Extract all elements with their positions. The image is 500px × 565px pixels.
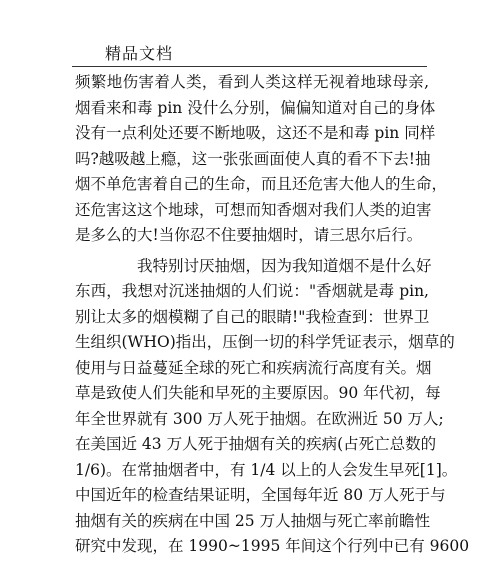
text-line: 吗?越吸越上瘾，这一张张画面使人真的看不下去!抽 — [75, 149, 431, 168]
page-header-title: 精品文档 — [105, 44, 174, 63]
text-line: 我特别讨厌抽烟，因为我知道烟不是什么好 — [137, 256, 432, 275]
text-line: 烟看来和毒 pin 没什么分别，偏偏知道对自己的身体 — [75, 98, 436, 117]
text-line: 中国近年的检查结果证明，全国每年近 80 万人死于与 — [75, 486, 446, 504]
text-line: 草是致使人们失能和早死的主要原因。90 年代初，每 — [75, 384, 441, 402]
text-line: 别让太多的烟模糊了自己的眼睛!"我检查到：世界卫 — [75, 307, 430, 326]
text-line: 使用与日益蔓延全球的死亡和疾病流行高度有关。烟 — [75, 358, 432, 377]
text-line: 研究中发现，在 1990~1995 年间这个行列中已有 9600 — [75, 537, 470, 555]
text-line: 没有一点利处还要不断地吸，这还不是和毒 pin 同样 — [75, 124, 436, 142]
text-line: 1/6)。在常抽烟者中，有 1/4 以上的人会发生早死[1]。 — [75, 460, 458, 479]
text-line: 频繁地伤害着人类，看到人类这样无视着地球母亲, — [75, 73, 429, 91]
text-line: 在美国近 43 万人死于抽烟有关的疾病(占死亡总数的 — [75, 435, 437, 453]
text-line: 抽烟有关的疾病在中国 25 万人抽烟与死亡率前瞻性 — [75, 511, 431, 530]
paragraph-2 — [75, 254, 470, 560]
header-divider — [72, 66, 427, 67]
text-line: 生组织(WHO)指出，压倒一切的科学凭证表示，烟草的 — [75, 333, 455, 351]
text-line: 还危害这这个地球，可想而知香烟对我们人类的迫害 — [75, 200, 432, 219]
text-line: 东西，我想对沉迷抽烟的人们说："香烟就是毒 pin, — [75, 282, 429, 300]
document-body — [75, 70, 470, 560]
paragraph-1 — [75, 70, 448, 249]
text-line: 是多么的大!当你忍不住要抽烟时，请三思尔后行。 — [75, 226, 423, 244]
text-line: 烟不单危害着自己的生命，而且还危害大他人的生命， — [75, 175, 448, 193]
text-line: 年全世界就有 300 万人死于抽烟。在欧洲近 50 万人; — [75, 409, 444, 428]
